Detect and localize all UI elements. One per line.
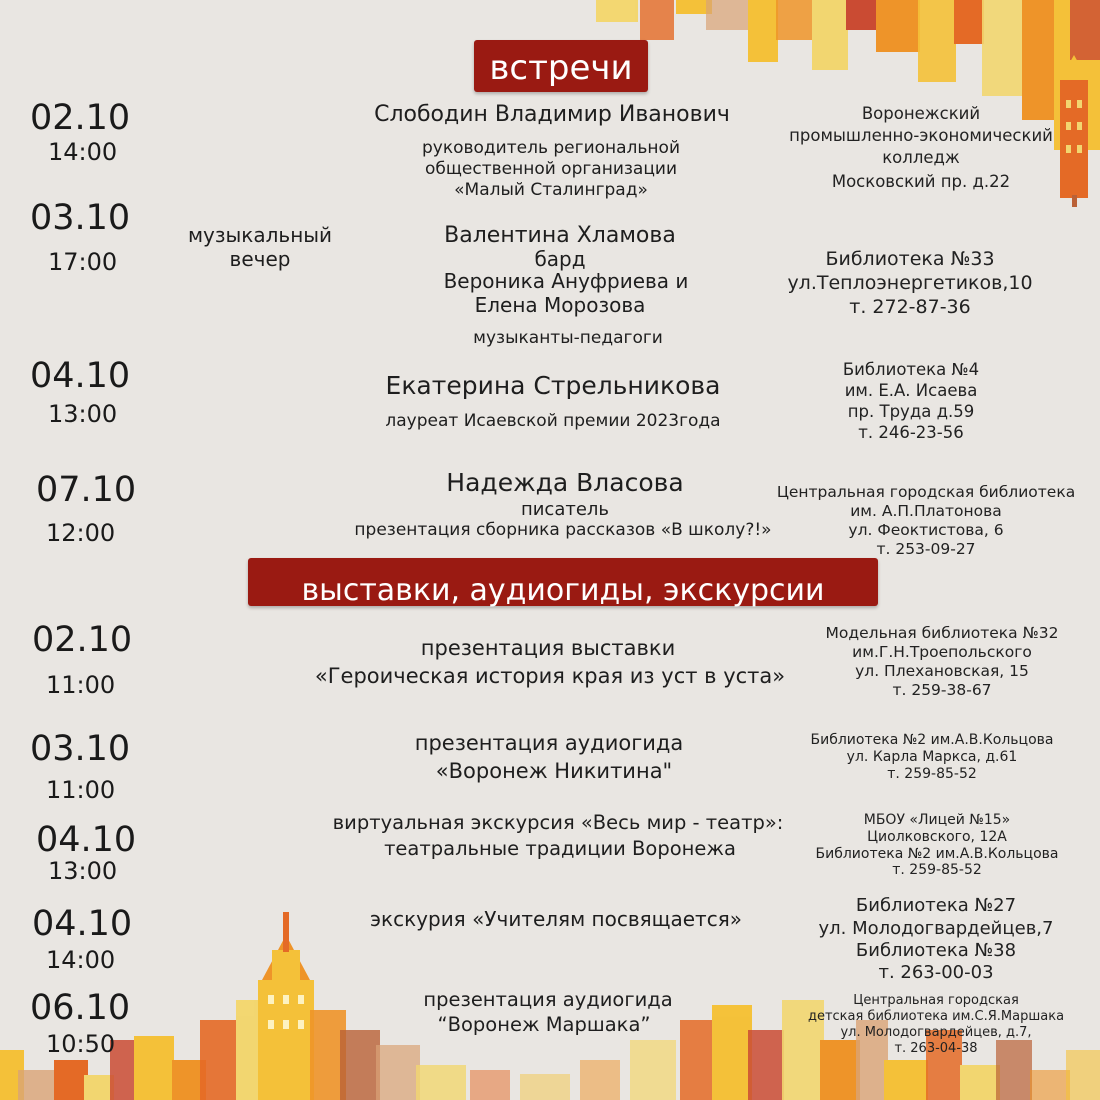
meeting-time: 12:00: [46, 519, 116, 547]
exhibition-time: 10:50: [46, 1030, 116, 1058]
meeting-place-line: т. 246-23-56: [858, 423, 964, 442]
meeting-place-line: промышленно-экономический: [789, 126, 1053, 145]
meeting-place-line: Библиотека №33: [825, 248, 995, 270]
meeting-kind: музыкальный вечер: [187, 223, 333, 271]
exhibition-title-line: «Героическая история края из уст в уста»: [314, 664, 786, 688]
exhibition-place-line: ул. Молодогвардейцев, д.7,: [840, 1025, 1032, 1040]
meeting-person-role: писатель: [520, 499, 610, 520]
exhibition-place-line: ул. Карла Маркса, д.61: [846, 749, 1018, 765]
meeting-place-line: Библиотека №4: [842, 360, 980, 379]
exhibition-place-line: т. 259-85-52: [892, 862, 982, 878]
exhibition-place-line: МБОУ «Лицей №15»: [863, 812, 1011, 828]
exhibition-title-line: театральные традиции Воронежа: [384, 837, 736, 860]
exhibition-title-line: «Воронеж Никитина": [435, 759, 673, 783]
meeting-person: Екатерина Стрельникова: [385, 371, 721, 400]
exhibition-place-line: Библиотека №27: [855, 895, 1017, 916]
exhibition-place-line: Библиотека №2 им.А.В.Кольцова: [815, 846, 1059, 862]
exhibition-place-line: Циолковского, 12А: [867, 829, 1007, 845]
meeting-person-role: бард: [534, 247, 586, 271]
exhibition-place-line: ул. Молодогвардейцев,7: [818, 918, 1054, 939]
exhibition-title-line: презентация аудиогида: [414, 731, 684, 755]
meeting-date: 04.10: [30, 356, 131, 396]
meeting-date: 02.10: [30, 98, 131, 138]
exhibition-title-line: презентация выставки: [420, 636, 676, 660]
exhibition-time: 11:00: [46, 671, 116, 699]
exhibition-date: 06.10: [30, 988, 131, 1028]
exhibition-place-line: Центральная городская: [853, 993, 1019, 1008]
meeting-description-line: музыканты-педагоги: [473, 328, 663, 348]
exhibition-time: 14:00: [46, 946, 116, 974]
section-banner-meetings: встречи: [474, 40, 648, 92]
exhibition-title-line: виртуальная экскурсия «Весь мир - театр»:: [332, 811, 784, 834]
exhibition-title-line: “Воронеж Маршака”: [437, 1013, 651, 1036]
exhibition-place-line: Модельная библиотека №32: [825, 624, 1059, 642]
exhibition-time: 11:00: [46, 776, 116, 804]
meeting-time: 13:00: [48, 400, 118, 428]
meeting-description-line: руководитель региональной: [421, 138, 681, 158]
meeting-place-line: ул.Теплоэнергетиков,10: [787, 272, 1033, 294]
meeting-time: 14:00: [48, 138, 118, 166]
exhibition-time: 13:00: [48, 857, 118, 885]
meeting-person: Слободин Владимир Иванович: [374, 102, 730, 127]
section-banner-exhibitions: выставки, аудиогиды, экскурсии: [248, 558, 878, 606]
exhibition-place-line: Библиотека №38: [855, 940, 1017, 961]
meeting-date: 07.10: [36, 470, 137, 510]
meeting-place-line: т. 253-09-27: [876, 540, 976, 558]
exhibition-place-line: т. 259-85-52: [887, 766, 977, 782]
exhibition-place-line: т. 263-04-38: [894, 1041, 978, 1056]
meeting-person: Надежда Власова: [446, 468, 684, 497]
exhibition-place-line: им.Г.Н.Троепольского: [852, 643, 1032, 661]
meeting-description-line: «Малый Сталинград»: [454, 180, 648, 200]
meeting-description-line: презентация сборника рассказов «В школу?!»: [354, 520, 772, 540]
exhibition-date: 03.10: [30, 729, 131, 769]
exhibition-date: 02.10: [32, 620, 133, 660]
exhibition-place-line: ул. Плехановская, 15: [855, 662, 1029, 680]
exhibition-title-line: экскурия «Учителям посвящается»: [370, 907, 742, 931]
meeting-place-line: им. А.П.Платонова: [850, 502, 1002, 520]
exhibition-place-line: т. 259-38-67: [892, 681, 992, 699]
meeting-place-line: колледж: [882, 148, 960, 167]
meeting-place-line: им. Е.А. Исаева: [844, 381, 978, 400]
meeting-place-line: Центральная городская библиотека: [776, 483, 1076, 501]
exhibition-date: 04.10: [36, 820, 137, 860]
meeting-date: 03.10: [30, 198, 131, 238]
meeting-place-line: Московский пр. д.22: [831, 172, 1011, 191]
exhibition-title-line: презентация аудиогида: [423, 988, 673, 1011]
exhibition-place-line: т. 263-00-03: [878, 962, 994, 983]
exhibition-place-line: детская библиотека им.С.Я.Маршака: [807, 1009, 1065, 1024]
meeting-place-line: пр. Труда д.59: [847, 402, 975, 421]
meeting-place-line: Воронежский: [861, 104, 981, 123]
meeting-person: Валентина Хламова: [444, 223, 676, 248]
meeting-person: Елена Морозова: [474, 293, 646, 317]
exhibition-date: 04.10: [32, 904, 133, 944]
meeting-description-line: лауреат Исаевской премии 2023года: [385, 411, 721, 431]
meeting-description-line: общественной организации: [425, 159, 677, 179]
meeting-person: Вероника Ануфриева и: [443, 269, 689, 293]
exhibition-place-line: Библиотека №2 им.А.В.Кольцова: [810, 732, 1054, 748]
meeting-place-line: ул. Феоктистова, 6: [848, 521, 1004, 539]
meeting-time: 17:00: [48, 248, 118, 276]
meeting-place-line: т. 272-87-36: [849, 296, 971, 318]
